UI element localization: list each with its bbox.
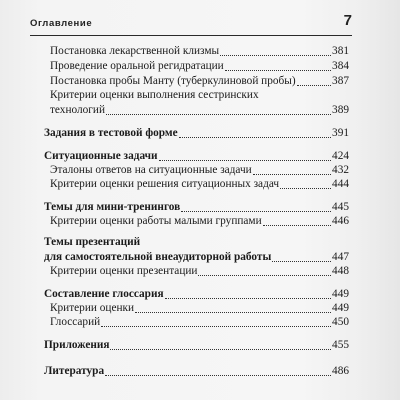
toc-section-label-line1: Темы презентаций [44, 236, 141, 248]
toc-entry-label: Критерии оценки презентации [50, 265, 198, 277]
toc-entry [50, 214, 349, 228]
toc-entry [50, 301, 349, 315]
toc-entry-page: 446 [332, 215, 349, 227]
toc-leader-dots [110, 340, 331, 350]
toc-section [44, 287, 349, 301]
toc-section [44, 364, 349, 378]
toc-entry [50, 177, 349, 191]
toc-entry-label: Постановка лекарственной клизмы [50, 45, 220, 57]
toc-leader-dots [220, 46, 331, 56]
toc-entry-page: 432 [332, 164, 349, 176]
toc-leader-dots [253, 165, 331, 175]
toc-entry-label: Глоссарий [50, 316, 101, 328]
toc-entry [50, 264, 349, 278]
toc-entry-page: 389 [332, 104, 349, 116]
toc-entry [50, 315, 349, 329]
toc-entry [50, 74, 349, 88]
page-title: Оглавление [30, 18, 93, 29]
toc-entry [50, 163, 349, 177]
toc-leader-dots [280, 179, 331, 189]
toc-section-label: Литература [44, 365, 105, 377]
toc-section-page: 486 [332, 365, 349, 377]
toc-entry-page: 450 [332, 316, 349, 328]
toc-leader-dots [165, 289, 331, 299]
toc-entry [50, 44, 349, 58]
toc-section-label: Задания в тестовой форме [44, 127, 178, 139]
toc-section-label: Темы для мини-тренингов [44, 201, 181, 213]
toc-entry-page: 444 [332, 178, 349, 190]
toc-entry-label: Постановка пробы Манту (туберкулиновой пробы) [50, 75, 296, 87]
toc-section-label: Приложения [44, 339, 110, 351]
toc-section-page: 447 [332, 251, 349, 263]
toc-section-page: 445 [332, 201, 349, 213]
toc-leader-dots [198, 266, 331, 276]
toc-leader-dots [106, 105, 331, 115]
toc-section-page: 449 [332, 288, 349, 300]
toc-leader-dots [105, 366, 331, 376]
toc-entry-label-line1: Критерии оценки выполнения сестринских [50, 89, 259, 101]
toc-entry-page: 449 [332, 302, 349, 314]
toc-entry-label: технологий [50, 104, 106, 116]
toc-leader-dots [225, 61, 331, 71]
toc-entry-page: 381 [332, 45, 349, 57]
toc-section-page: 424 [332, 150, 349, 162]
toc-section [44, 200, 349, 214]
toc-entry-label: Критерии оценки работы малыми группами [50, 215, 262, 227]
toc-section [44, 250, 349, 264]
toc-section [44, 338, 349, 352]
toc-leader-dots [179, 128, 331, 138]
toc-leader-dots [159, 151, 332, 161]
toc-entry-label: Критерии оценки [50, 302, 135, 314]
toc-entry [50, 103, 349, 117]
toc-section-page: 455 [332, 339, 349, 351]
toc-leader-dots [135, 303, 331, 313]
toc-entry-label: Критерии оценки решения ситуационных задач [50, 178, 280, 190]
toc-section-label: Ситуационные задачи [44, 150, 158, 162]
toc-entry-page: 387 [332, 75, 349, 87]
toc-leader-dots [297, 76, 331, 86]
toc-section-label: для самостоятельной внеаудиторной работы [44, 251, 272, 263]
toc-entry-page: 384 [332, 60, 349, 72]
toc-entry-label: Проведение оральной регидратации [50, 60, 224, 72]
toc-section [44, 126, 349, 140]
toc-section [44, 149, 349, 163]
toc-entry-page: 448 [332, 265, 349, 277]
toc-entry [50, 59, 349, 73]
page-number: 7 [343, 12, 352, 29]
toc-leader-dots [101, 317, 331, 327]
toc-section-page: 391 [332, 127, 349, 139]
toc-leader-dots [181, 202, 331, 212]
toc-entry-label: Эталоны ответов на ситуационные задачи [50, 164, 252, 176]
toc-leader-dots [263, 216, 331, 226]
toc-leader-dots [272, 252, 331, 262]
toc-section-label: Составление глоссария [44, 288, 164, 300]
